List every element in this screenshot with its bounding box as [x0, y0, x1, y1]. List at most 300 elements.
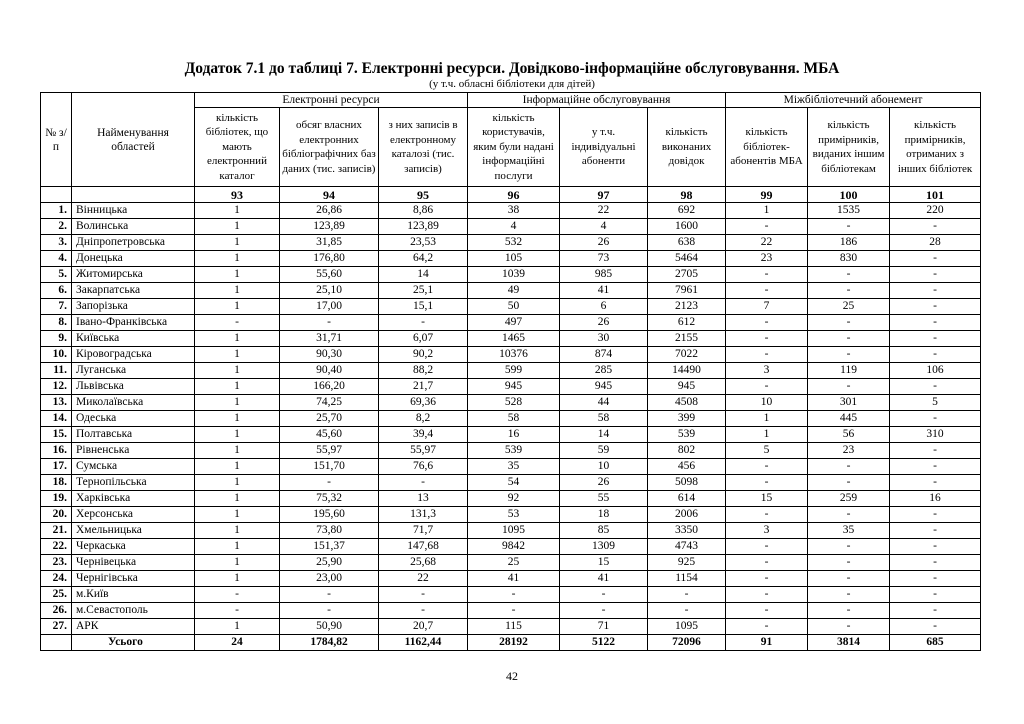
- row-number: 8.: [41, 315, 72, 331]
- row-number: 26.: [41, 603, 72, 619]
- data-cell: 71,7: [379, 523, 468, 539]
- data-cell: 1: [195, 491, 280, 507]
- data-cell: 1: [195, 299, 280, 315]
- region-name: Харківська: [72, 491, 195, 507]
- row-number: 11.: [41, 363, 72, 379]
- header-column: кількість користувачів, яким були надані інформаційні послуги: [468, 108, 560, 187]
- data-cell: -: [726, 331, 808, 347]
- row-number: 6.: [41, 283, 72, 299]
- data-cell: 1: [195, 443, 280, 459]
- data-cell: 1095: [468, 523, 560, 539]
- region-name: Запорізька: [72, 299, 195, 315]
- table-row: [41, 475, 981, 491]
- data-cell: 1: [195, 619, 280, 635]
- header-column: кількість примірників, отриманих з інших бібліотек: [890, 108, 981, 187]
- data-cell: 1: [195, 571, 280, 587]
- data-cell: 612: [648, 315, 726, 331]
- data-cell: 58: [560, 411, 648, 427]
- data-cell: 14490: [648, 363, 726, 379]
- data-cell: 45,60: [280, 427, 379, 443]
- data-cell: -: [808, 571, 890, 587]
- data-cell: -: [808, 603, 890, 619]
- data-cell: 925: [648, 555, 726, 571]
- data-cell: 15: [726, 491, 808, 507]
- data-cell: 176,80: [280, 251, 379, 267]
- data-cell: 532: [468, 235, 560, 251]
- data-cell: 195,60: [280, 507, 379, 523]
- data-cell: 8,86: [379, 203, 468, 219]
- data-cell: 1095: [648, 619, 726, 635]
- total-cell: 72096: [648, 635, 726, 651]
- data-cell: -: [808, 459, 890, 475]
- data-cell: 1039: [468, 267, 560, 283]
- data-cell: 1: [195, 363, 280, 379]
- row-number: 22.: [41, 539, 72, 555]
- data-cell: 55,97: [379, 443, 468, 459]
- data-cell: 539: [468, 443, 560, 459]
- data-cell: -: [808, 219, 890, 235]
- data-cell: -: [890, 571, 981, 587]
- data-cell: -: [280, 603, 379, 619]
- header-column-number: 99: [726, 187, 808, 203]
- header-column: обсяг власних електронних бібліографічних баз даних (тис. записів): [280, 108, 379, 187]
- table-header: [41, 93, 981, 203]
- table-row: [41, 395, 981, 411]
- data-cell: 4743: [648, 539, 726, 555]
- data-cell: -: [890, 523, 981, 539]
- region-name: Чернігівська: [72, 571, 195, 587]
- data-cell: 50,90: [280, 619, 379, 635]
- header-column-number: 93: [195, 187, 280, 203]
- data-cell: -: [379, 315, 468, 331]
- region-name: АРК: [72, 619, 195, 635]
- data-cell: 151,37: [280, 539, 379, 555]
- data-cell: -: [890, 587, 981, 603]
- data-cell: -: [726, 347, 808, 363]
- data-cell: -: [890, 555, 981, 571]
- data-cell: 1: [195, 331, 280, 347]
- table-row: [41, 459, 981, 475]
- data-cell: 26: [560, 315, 648, 331]
- data-cell: -: [890, 267, 981, 283]
- data-cell: 26: [560, 235, 648, 251]
- data-cell: 5: [890, 395, 981, 411]
- data-cell: 10: [726, 395, 808, 411]
- header-number-spacer: [41, 187, 72, 203]
- data-cell: 539: [648, 427, 726, 443]
- total-cell: 1784,82: [280, 635, 379, 651]
- region-name: Тернопільська: [72, 475, 195, 491]
- header-group-mba: Міжбібліотечний абонемент: [726, 93, 981, 108]
- data-table: [40, 92, 981, 651]
- table-row: [41, 235, 981, 251]
- data-cell: -: [890, 283, 981, 299]
- data-cell: 123,89: [280, 219, 379, 235]
- region-name: Київська: [72, 331, 195, 347]
- data-cell: -: [890, 251, 981, 267]
- table-row: [41, 315, 981, 331]
- data-cell: 15,1: [379, 299, 468, 315]
- header-column: з них записів в електронному каталозі (тис. записів): [379, 108, 468, 187]
- data-cell: 13: [379, 491, 468, 507]
- total-label: Усього: [72, 635, 195, 651]
- total-cell: 24: [195, 635, 280, 651]
- region-name: Івано-Франківська: [72, 315, 195, 331]
- data-cell: 1154: [648, 571, 726, 587]
- data-cell: -: [195, 603, 280, 619]
- table-row: [41, 379, 981, 395]
- data-cell: 220: [890, 203, 981, 219]
- data-cell: 1465: [468, 331, 560, 347]
- data-cell: 49: [468, 283, 560, 299]
- data-cell: 1: [195, 379, 280, 395]
- data-cell: 259: [808, 491, 890, 507]
- data-cell: 41: [560, 571, 648, 587]
- data-cell: 64,2: [379, 251, 468, 267]
- data-cell: 74,25: [280, 395, 379, 411]
- data-cell: -: [890, 619, 981, 635]
- data-cell: -: [808, 619, 890, 635]
- region-name: Полтавська: [72, 427, 195, 443]
- data-cell: 301: [808, 395, 890, 411]
- row-number: 9.: [41, 331, 72, 347]
- data-cell: 14: [379, 267, 468, 283]
- data-cell: 2123: [648, 299, 726, 315]
- data-cell: 497: [468, 315, 560, 331]
- region-name: м.Севастополь: [72, 603, 195, 619]
- data-cell: -: [379, 603, 468, 619]
- data-cell: 88,2: [379, 363, 468, 379]
- data-cell: 58: [468, 411, 560, 427]
- region-name: Одеська: [72, 411, 195, 427]
- data-cell: 1: [195, 347, 280, 363]
- region-name: Закарпатська: [72, 283, 195, 299]
- data-cell: 1: [195, 235, 280, 251]
- data-cell: 25,70: [280, 411, 379, 427]
- data-cell: 15: [560, 555, 648, 571]
- data-cell: 119: [808, 363, 890, 379]
- data-cell: 6: [560, 299, 648, 315]
- data-cell: -: [726, 603, 808, 619]
- header-column: у т.ч. індивідуальні абоненти: [560, 108, 648, 187]
- data-cell: -: [726, 539, 808, 555]
- data-cell: 25,68: [379, 555, 468, 571]
- table-row: [41, 523, 981, 539]
- data-cell: 44: [560, 395, 648, 411]
- data-cell: 614: [648, 491, 726, 507]
- table-row: [41, 363, 981, 379]
- data-cell: -: [890, 315, 981, 331]
- data-cell: 10376: [468, 347, 560, 363]
- data-cell: 22: [726, 235, 808, 251]
- data-cell: 1: [195, 251, 280, 267]
- row-number: 21.: [41, 523, 72, 539]
- data-cell: -: [379, 587, 468, 603]
- data-cell: 71: [560, 619, 648, 635]
- table-row: [41, 507, 981, 523]
- row-number: 7.: [41, 299, 72, 315]
- header-group-electronic: Електронні ресурси: [195, 93, 468, 108]
- data-cell: 2155: [648, 331, 726, 347]
- data-cell: 3350: [648, 523, 726, 539]
- data-cell: 5464: [648, 251, 726, 267]
- data-cell: -: [890, 443, 981, 459]
- data-cell: 55,97: [280, 443, 379, 459]
- header-column-number: 96: [468, 187, 560, 203]
- region-name: Донецька: [72, 251, 195, 267]
- table-row: [41, 347, 981, 363]
- page-title: Додаток 7.1 до таблиці 7. Електронні ресурси. Довідково-інформаційне обслуговування. МБА: [184, 60, 840, 77]
- data-cell: 73,80: [280, 523, 379, 539]
- table-row: [41, 555, 981, 571]
- data-cell: 6,07: [379, 331, 468, 347]
- data-cell: 9842: [468, 539, 560, 555]
- data-cell: 1: [195, 411, 280, 427]
- data-cell: 14: [560, 427, 648, 443]
- region-name: Хмельницька: [72, 523, 195, 539]
- data-cell: -: [726, 475, 808, 491]
- region-name: Черкаська: [72, 539, 195, 555]
- data-cell: 20,7: [379, 619, 468, 635]
- total-cell: 3814: [808, 635, 890, 651]
- table-row: [41, 443, 981, 459]
- data-cell: 945: [468, 379, 560, 395]
- data-cell: 638: [648, 235, 726, 251]
- table-row: [41, 539, 981, 555]
- data-cell: -: [890, 299, 981, 315]
- region-name: Волинська: [72, 219, 195, 235]
- row-number: 2.: [41, 219, 72, 235]
- data-cell: -: [726, 459, 808, 475]
- data-cell: 25: [468, 555, 560, 571]
- data-cell: 151,70: [280, 459, 379, 475]
- data-cell: -: [726, 507, 808, 523]
- header-column-number: 100: [808, 187, 890, 203]
- total-cell: 5122: [560, 635, 648, 651]
- data-cell: 2705: [648, 267, 726, 283]
- data-cell: 55,60: [280, 267, 379, 283]
- data-cell: 7: [726, 299, 808, 315]
- data-cell: 35: [468, 459, 560, 475]
- data-cell: 22: [560, 203, 648, 219]
- row-number: 23.: [41, 555, 72, 571]
- header-column: кількість виконаних довідок: [648, 108, 726, 187]
- data-cell: -: [726, 219, 808, 235]
- data-cell: -: [726, 267, 808, 283]
- data-cell: 1: [195, 395, 280, 411]
- data-cell: 31,71: [280, 331, 379, 347]
- header-name: Найменування областей: [72, 93, 195, 187]
- data-cell: 692: [648, 203, 726, 219]
- data-cell: 1: [195, 555, 280, 571]
- data-cell: 22: [379, 571, 468, 587]
- row-number: 10.: [41, 347, 72, 363]
- row-number: 20.: [41, 507, 72, 523]
- region-name: Миколаївська: [72, 395, 195, 411]
- table-row: [41, 571, 981, 587]
- data-cell: 17,00: [280, 299, 379, 315]
- data-cell: 1: [726, 427, 808, 443]
- data-cell: 1: [726, 411, 808, 427]
- data-cell: -: [648, 603, 726, 619]
- region-name: Чернівецька: [72, 555, 195, 571]
- data-cell: -: [468, 603, 560, 619]
- data-cell: 830: [808, 251, 890, 267]
- row-number: 14.: [41, 411, 72, 427]
- data-cell: 166,20: [280, 379, 379, 395]
- data-cell: -: [808, 555, 890, 571]
- data-cell: 7961: [648, 283, 726, 299]
- data-cell: 1535: [808, 203, 890, 219]
- data-cell: 25,1: [379, 283, 468, 299]
- data-cell: 23: [726, 251, 808, 267]
- data-cell: 3: [726, 363, 808, 379]
- data-cell: 73: [560, 251, 648, 267]
- data-cell: 106: [890, 363, 981, 379]
- data-cell: 1: [195, 427, 280, 443]
- table-row: [41, 251, 981, 267]
- data-cell: 874: [560, 347, 648, 363]
- data-cell: 75,32: [280, 491, 379, 507]
- data-cell: 8,2: [379, 411, 468, 427]
- header-column: кількість примірників, виданих іншим бібліотекам: [808, 108, 890, 187]
- data-cell: 1: [195, 459, 280, 475]
- row-number: 16.: [41, 443, 72, 459]
- data-cell: -: [808, 283, 890, 299]
- data-cell: -: [808, 331, 890, 347]
- data-cell: -: [808, 267, 890, 283]
- data-cell: -: [890, 219, 981, 235]
- header-number-spacer: [72, 187, 195, 203]
- data-cell: 39,4: [379, 427, 468, 443]
- row-number: 3.: [41, 235, 72, 251]
- table-row: [41, 203, 981, 219]
- header-group-info: Інформаційне обслуговування: [468, 93, 726, 108]
- data-cell: 1600: [648, 219, 726, 235]
- data-cell: -: [280, 475, 379, 491]
- data-cell: 90,40: [280, 363, 379, 379]
- data-cell: -: [560, 603, 648, 619]
- row-number: 15.: [41, 427, 72, 443]
- data-cell: -: [808, 315, 890, 331]
- data-cell: 105: [468, 251, 560, 267]
- data-cell: 4: [560, 219, 648, 235]
- table-row: [41, 331, 981, 347]
- header-column-number: 97: [560, 187, 648, 203]
- data-cell: 25: [808, 299, 890, 315]
- data-cell: 41: [468, 571, 560, 587]
- data-cell: -: [726, 619, 808, 635]
- data-cell: 26,86: [280, 203, 379, 219]
- data-cell: 1: [195, 283, 280, 299]
- header-column: кількість бібліотек-абонентів МБА: [726, 108, 808, 187]
- table-row: [41, 603, 981, 619]
- data-cell: -: [280, 587, 379, 603]
- header-column-number: 95: [379, 187, 468, 203]
- header-column-number: 101: [890, 187, 981, 203]
- row-number: 12.: [41, 379, 72, 395]
- data-cell: 85: [560, 523, 648, 539]
- table-row: [41, 267, 981, 283]
- data-cell: 945: [648, 379, 726, 395]
- data-cell: 1: [195, 267, 280, 283]
- data-cell: 945: [560, 379, 648, 395]
- total-number-spacer: [41, 635, 72, 651]
- total-cell: 1162,44: [379, 635, 468, 651]
- total-cell: 685: [890, 635, 981, 651]
- data-cell: -: [890, 411, 981, 427]
- row-number: 25.: [41, 587, 72, 603]
- data-cell: 25,90: [280, 555, 379, 571]
- data-cell: 4508: [648, 395, 726, 411]
- data-cell: 3: [726, 523, 808, 539]
- data-cell: -: [560, 587, 648, 603]
- data-cell: 55: [560, 491, 648, 507]
- data-cell: 4: [468, 219, 560, 235]
- data-cell: -: [648, 587, 726, 603]
- data-cell: -: [808, 507, 890, 523]
- data-cell: -: [195, 587, 280, 603]
- data-cell: 69,36: [379, 395, 468, 411]
- table-row: [41, 587, 981, 603]
- data-cell: 1: [195, 539, 280, 555]
- data-cell: -: [726, 379, 808, 395]
- data-cell: 59: [560, 443, 648, 459]
- data-cell: -: [890, 539, 981, 555]
- data-cell: 16: [468, 427, 560, 443]
- row-number: 1.: [41, 203, 72, 219]
- data-cell: -: [890, 475, 981, 491]
- row-number: 13.: [41, 395, 72, 411]
- data-cell: 528: [468, 395, 560, 411]
- data-cell: 23,53: [379, 235, 468, 251]
- data-cell: 7022: [648, 347, 726, 363]
- data-cell: 1: [726, 203, 808, 219]
- table-row: [41, 619, 981, 635]
- data-cell: 21,7: [379, 379, 468, 395]
- data-cell: -: [808, 347, 890, 363]
- region-name: Сумська: [72, 459, 195, 475]
- region-name: Рівненська: [72, 443, 195, 459]
- data-cell: -: [890, 507, 981, 523]
- data-cell: 310: [890, 427, 981, 443]
- total-cell: 28192: [468, 635, 560, 651]
- data-cell: 38: [468, 203, 560, 219]
- data-cell: -: [726, 283, 808, 299]
- row-number: 19.: [41, 491, 72, 507]
- data-cell: 399: [648, 411, 726, 427]
- page-subtitle: (у т.ч. обласні бібліотеки для дітей): [429, 78, 595, 90]
- data-cell: -: [280, 315, 379, 331]
- data-cell: 5098: [648, 475, 726, 491]
- data-cell: 147,68: [379, 539, 468, 555]
- data-cell: 10: [560, 459, 648, 475]
- data-cell: 23: [808, 443, 890, 459]
- data-cell: -: [890, 331, 981, 347]
- data-cell: 18: [560, 507, 648, 523]
- data-cell: -: [726, 555, 808, 571]
- row-number: 27.: [41, 619, 72, 635]
- header-no: № з/п: [41, 93, 72, 187]
- table-row: [41, 411, 981, 427]
- data-cell: -: [726, 587, 808, 603]
- row-number: 4.: [41, 251, 72, 267]
- page-number: 42: [506, 669, 518, 683]
- table-body: [41, 203, 981, 651]
- data-cell: 28: [890, 235, 981, 251]
- total-cell: 91: [726, 635, 808, 651]
- data-cell: 90,2: [379, 347, 468, 363]
